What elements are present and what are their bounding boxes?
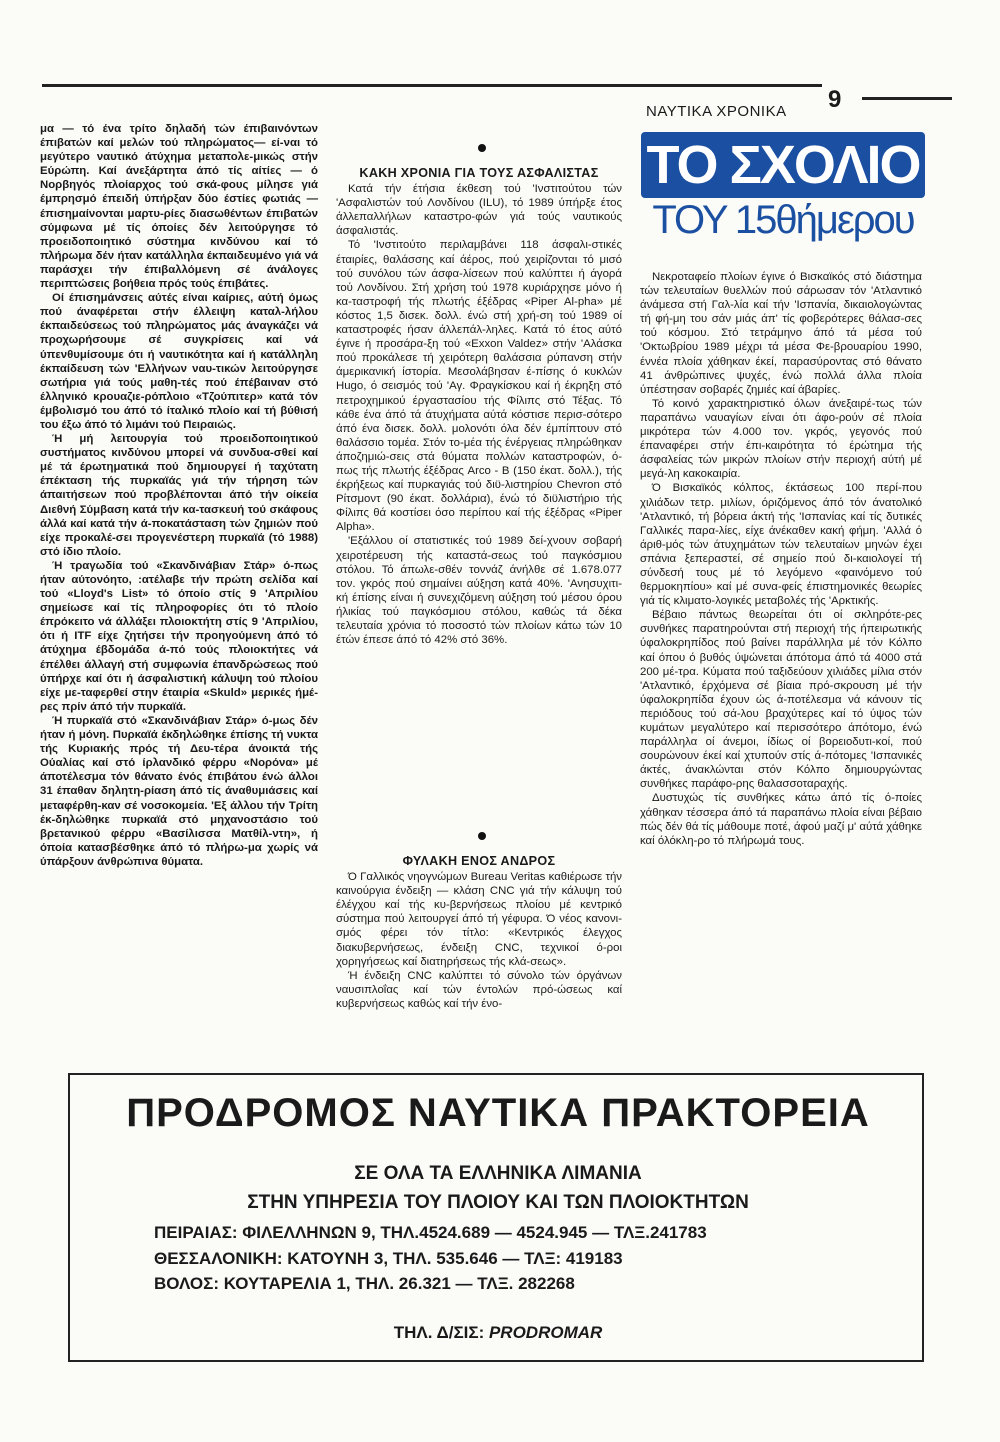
ad-line: ΣΤΗΝ ΥΠΗΡΕΣΙΑ ΤΟΥ ΠΛΟΙΟΥ ΚΑΙ ΤΩΝ ΠΛΟΙΟΚΤΗΤΩΝ [247,1192,749,1213]
paragraph: Ό Γαλλικός νηογνώμων Bureau Veritas καθιέρωσε τήν καινούργια ένδειξη — κλάση CNC γιά τήν κάλυψη τού έλέγχου καί τής κυ-βερνήσεως πλοίου μέ κεντρικό σύστημα πού λειτουργεί άπό τή γέφυρα. Ό νέος κανονι-σμός φέρει τόν τίτλο: «Κεντρικός έλεγχος διακυβερνήσεως, ένδειξη CNC, τεχνικοί ό-ροι χορηγήσεως καί διατηρήσεως τής κλά-σεως». [336,871,622,968]
page-number: 9 [828,86,842,113]
ad-title: ΠΡΟΔΡΟΜΟΣ ΝΑΥΤΙΚΑ ΠΡΑΚΤΟΡΕΙΑ [126,1091,870,1135]
ad-telegraph-value: PRODROMAR [488,1323,603,1342]
article-column-2-lower [336,850,622,1011]
paragraph: Τό κοινό χαρακτηριστικό όλων άνεξαιρέ-τως τών παραπάνω ναυαγίων είναι ότι άφο-ρούν σέ πλοία μικρότερα τών 4.000 τον. γκρός, γεγονός πού έπαναφέρει στήν έπι-καιρότητα τό έρώτημα τής άσφαλείας τών μικρών πλοίων στήν περιοχή αύτή μέ μεγά-λη κακοκαιρία. [640,397,922,481]
paragraph: μα — τό ένα τρίτο δηλαδή τών έπιβαινόντων έπιβατών καί μελών τού πληρώματος— εί-ναι τό μεγύτερο ναυτικό άτύχημα μεταπολε-μικώς στήν Εύρώπη. Καί άνεξάρτητα άπό τίς αίτίες — ό Νορβηγός πλοίαρχος τού σκά-φους μίλησε γιά έμπρησμό έπειδή ύπήρξαν δύο έστίες φωτιάς — έπισημαίνονται μαρτυ-ρίες διασωθέντων έπιβατών σύμφωνα μέ τίς όποίες δέν λειτούργησε τό προειδοποιητικό σύστημα κινδύνου καί τό πλήρωμα δέν ήταν κατάλληλα έκπαιδευμένο γιά νά παράσχει τήν έπιβαλλόμενη σέ άνάλογες περιπτώσεις βοήθεια πρός τούς έπιβάτες. [40,123,318,291]
paragraph: Τό 'Ινστιτούτο περιλαμβάνει 118 άσφαλι-στικές έταιρίες, θαλάσσης καί άέρος, πού χειρίζονται τό μισό τού συνόλου τών άσφα-λίσεων πού καλύπτει ή άγορά τού Λονδίνου. Στή χρήση τού 1978 κυριάρχησε μόνο ή κα-ταστροφή τής πλωτής έξέδρας «Piper Al-pha» μέ κόστος 1,5 δισεκ. δολλ. ένώ στή χρή-ση τού 1989 οί καταστροφές ήσαν άλλεπάλ-ληλες. Κατά τό έτος αύτό έγινε ή προσάρα-ξη τού «Exxon Valdez» στήν 'Αλάσκα πού προκάλεσε τή χειρότερη θαλάσσια ρύπανση στήν άμερικανική ίστορία. Μεσολάβησαν έ-πίσης ό κυκλών Hugo, ό σεισμός τού 'Αγ. Φραγκίσκου καί ή έκρηξη στό πετροχημικού έργαστασίου τής Φίλιπς στό Τέξας. Τό κάθε ένα άπό τά άτυχήματα αύτά κόστισε περισ-σότερο άπό ένα δισεκ. δολλ. μολονότι όλα δέν έμπίπτουν στό θαλάσσιο τομέα. Στόν το-μέα τής ένέργειας πληρώθηκαν άποζημιώ-σεις στά θύματα πολλών καταστροφών, ό-πως τής πλωτής έξέδρας Arco - B (150 έκατ. δολλ.), τής έκρήξεως καί πυρκαγιάς τού διϋ-λιστηρίου Chevron στό Ρίτσμοντ (90 έκατ. δολλάρια), ένώ τό διϋλιστήριο τής Φίλιπς θά κοστίσει όσο περίπου καί τής έξέδρας «Piper Alpha». [336,239,622,534]
comment-title: ΤΟ ΣΧΟΛΙΟ [646,135,920,195]
ad-line: ΣΕ ΟΛΑ ΤΑ ΕΛΛΗΝΙΚΑ ΛΙΜΑΝΙΑ [354,1163,642,1184]
header-rule [42,84,822,87]
bullet-dot [478,832,486,840]
paragraph: 'Εξάλλου οί στατιστικές τού 1989 δεί-χνουν σοβαρή χειροτέρευση τής καταστά-σεως τού παγκόσμιου στόλου. Τό άπωλε-σθέν τοννάζ άνήλθε σέ 1.678.077 τον. γκρός πού σημαίνει αύξηση κατά 40%. 'Ανησυχιτι-κή έπίσης είναι ή συνεχιζόμενη αύξηση τού μέσου όρου ήλικίας τού παγκόσμιου στόλου, καθώς τά δέκα τελευταία χρόνια τό ποσοστό τών πλοίων κάτω τών 10 έτών έπεσε άπό τό 42% στό 36%. [336,535,622,647]
paragraph: Ό Βισκαϊκός κόλπος, έκτάσεως 100 περί-που χιλιάδων τετρ. μιλίων, όριζόμενος άπό τόν άνατολικό 'Ατλαντικό, τή βόρεια άκτή τής 'Ισπανίας καί τίς δυτικές Γαλλικές παρα-λίες, είχε άνέκαθεν κακή φήμη. 'Αλλά ό άριθ-μός τών άτυχημάτων τών τελευταίων μηνών έχει σπάνια ξεπεραστεί, σέ σημείο πού δι-καιολογεί τή σύνδεσή τους μέ τό λεγόμενο «φαινόμενο τού θερμοκηπίου» καί μέ συνα-φείς έπιστημονικές θεωρίες γιά τίς κλιματο-λογικές μεταβολές τής 'Αρκτικής. [640,482,922,608]
ad-telegraph [70,1323,926,1343]
advertisement-box [68,1073,924,1362]
paragraph: Ή πυρκαϊά στό «Σκανδινάβιαν Στάρ» ό-μως δέν ήταν ή μόνη. Πυρκαϊά έκδηλώθηκε έπίσης τή νυκτα τής Κυριακής πρός τή Δευ-τέρα άνοικτά τής Ούαλίας καί στό ίρλανδικό φέρρυ «Νορόνα» μέ άποτέλεσμα τόν θάνατο ένός έπιβάτου ένώ άλλοι 31 έπαθαν δηλητη-ρίαση άπό τίς άναθυμιάσεις καί μεταφέρθη-καν σέ νοσοκομεία. 'Εξ άλλου τήν Τρίτη έκ-δηλώθηκε πυρκαϊά στό μηχανοστάσιο τού βρετανικού φέρρυ «Βασίλισσα Ματθίλ-ντη», ή όποία κατασβέσθηκε άπό τό πλήρω-μα χωρίς νά ύπάρξουν άνθρώπινα θύματα. [40,714,318,868]
ad-address-volos: ΒΟΛΟΣ: ΚΟΥΤΑΡΕΛΙΑ 1, ΤΗΛ. 26.321 — ΤΛΞ. 282268 [154,1274,575,1293]
article-column-1 [40,122,318,869]
header-rule-right [862,97,952,100]
paragraph: Οί έπισημάνσεις αύτές είναι καίριες, αύτή όμως πού άναφέρεται στήν έλλειψη καταλ-λήλου έκπαιδεύσεως τού πληρώματος μάς άναγκάζει νά προχωρήσουμε σέ συγκρίσεις καί νά ύπενθυμίσουμε ότι ή ναυτικότητα καί ή κατάλληλη έκπαίδευση τών 'Ελλήνων ναυ-τικών λειτούργησε σωτήρια γιά τούς μαθη-τές πού έπέβαιναν στό έλληνικό κρουαζιε-ρόπλοιο «Τζούπιτερ» κατά τόν έμβολισμό του άπό τό ίταλικό πλοίο καί τή βύθισή του έξω άπό τό λιμάνι τού Πειραιώς. [40,292,318,431]
ad-telegraph-label: ΤΗΛ. Δ/ΣΙΣ: [393,1323,489,1342]
paragraph: Βέβαιο πάντως θεωρείται ότι οί σκληρότε-ρες συνθήκες παρατηρούνται στή περιοχή τής ήπειρωτικής ύφαλοκρηπίδος πού βαίνει παράλληλα μέ τόν Κόλπο καί όπου ό βυθός ύψώνεται άπότομα άπό τά 4000 στά 200 μέ-τρα. Κύματα πού ταξιδεύουν χιλιάδες μίλια στόν 'Ατλαντικό, έρχόμενα σέ βίαια πρό-σκρουση μέ τήν ύφαλοκρηπίδα έχουν ώς ά-ποτέλεσμα νά κάνουν τίς περιόδους τού σά-λου βραχύτερες καί τό ύψος τών κυμάτων μεγαλύτερο καί περισσότερο άπότομο, ένώ παράλληλα οί άνεμοι, ίδίως οί βορειοδυτι-κοί, πού σουρώνουν έκεί καί χτυπούν στίς ά-πότομες 'Ισπανικές άκτές, άνακλώνται στόν Κόλπο δημιουργώντας συνθήκες παράφο-ρης θαλασσοταραχής. [640,609,922,791]
paragraph: Ή τραγωδία τού «Σκανδινάβιαν Στάρ» ό-πως ήταν αύτονόητο, :ατέλαβε τήν πρώτη σελίδα καί τού «Lloyd's List» τό όποίο στίς 9 'Απριλίου σημείωσε καί τίς πληροφορίες ότι τό πλοίο έπρόκειτο νά άλλάξει πλοιοκτήτη στίς 9 'Απριλίου, ότι ή ITF είχε ζητήσει τήν προηγούμενη άπό τό άτύχημα έβδομάδα ά-πό τούς πλοιοκτήτες νά έπέλθει άλλαγή στή συμφωνία έπανδρώσεως πού ύπήρχε καί ότι ή άσφαλιστική κάλυψη τού πλοίου είχε με-ταφερθεί στην έταιρία «Skuld» μερικές ήμέ-ρες πρίν άπό τήν πυρκαϊά. [40,559,318,713]
article-column-3 [640,270,922,848]
paragraph: Κατά τήν έτήσια έκθεση τού 'Ινστιτούτου τών 'Ασφαλιστών τού Λονδίνου (ILU), τό 1989 ύπήρξε έτος άλλεπαλλήλων καταστρο-φών γιά τούς ναυτικούς άσφαλιστάς. [336,183,622,238]
ad-address-thessaloniki: ΘΕΣΣΑΛΟΝΙΚΗ: ΚΑΤΟΥΝΗ 3, ΤΗΛ. 535.646 — ΤΛΞ: 419183 [154,1249,623,1268]
article-column-2 [336,162,622,647]
paragraph: Νεκροταφείο πλοίων έγινε ό Βισκαϊκός στό διάστημα τών τελευταίων θυελλών πού σάρωσαν τόν 'Ατλαντικό άνάμεσα στή Γαλ-λία καί τήν 'Ισπανία, δικαιολογώντας τή φή-μη του σάν μιάς άπ' τίς φοβερότερες θάλασ-σες τού κόσμου. Στό τετράμηνο άπό τά μέσα τού 'Οκτωβρίου 1989 μέχρι τά μέσα Φε-βρουαρίου 1990, έννέα πλοία χάθηκαν έκεί, παρασύροντας στό θάνατο 41 άνθρώπινες ψυχές, ένώ πολλά άλλα πλοία ύπέστησαν σοβαρές ζημιές καί άβαρίες. [640,271,922,396]
comment-title-box [641,132,925,198]
section-name: ΝΑΥΤΙΚΑ ΧΡΟΝΙΚΑ [646,103,787,120]
article-heading: ΦΥΛΑΚΗ ΕΝΟΣ ΑΝΔΡΟΣ [402,854,556,868]
comment-subtitle: ΤΟΥ 15θήμερου [652,198,914,242]
ad-address-piraeus: ΠΕΙΡΑΙΑΣ: ΦΙΛΕΛΛΗΝΩΝ 9, ΤΗΛ.4524.689 — 4524.945 — ΤΛΞ.241783 [154,1223,707,1242]
bullet-dot [478,144,486,152]
paragraph: Δυστυχώς τίς συνθήκες κάτω άπό τίς ό-ποίες χάθηκαν τέσσερα άπό τά παραπάνω πλοία είναι βέβαιο πώς δέν θά τίς μάθουμε ποτέ, άφού μαζί μ' αύτά χάθηκε καί όλόκλη-ρο τό πλήρωμά τους. [640,792,922,847]
paragraph: Ή μή λειτουργία τού προειδοποιητικού συστήματος κινδύνου μπορεί νά συνδυα-σθεί καί μέ τά έρωτηματικά πού δημιουργεί ή ταχύτατη έπέκταση τής πυρκαϊάς γιά τήν τήρηση τών άπαιτήσεων πού προβλέπονται άπό τήν οίκεία Διεθνή Σύμβαση κατά τήν κα-τασκευή τού σκάφους άλλά καί κατά τήν ά-ποκατάσταση τών ζημιών πού είχε προκαλέ-σει προγενέστερη πυρκαϊά (τό 1988) στό ίδιο πλοίο. [40,433,318,558]
article-heading: ΚΑΚΗ ΧΡΟΝΙΑ ΓΙΑ ΤΟΥΣ ΑΣΦΑΛΙΣΤΑΣ [359,166,599,180]
paragraph: Ή ένδειξη CNC καλύπτει τό σύνολο τών όργάνων ναυσιπλοΐας καί τών έντολών πρό-ώσεως καί κυβερνήσεως καθώς καί τήν ένο- [336,969,622,1010]
